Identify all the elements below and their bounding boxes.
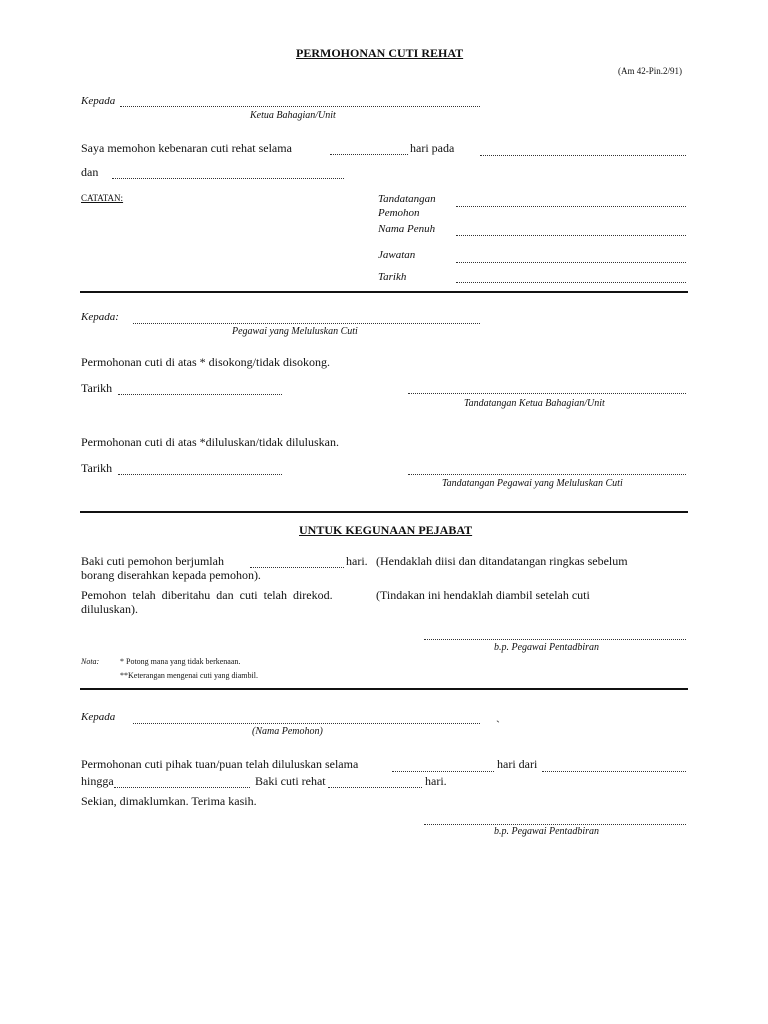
nota-item-1: * Potong mana yang tidak berkenaan. bbox=[120, 657, 241, 666]
section-divider-1 bbox=[80, 291, 688, 293]
baki-hari-label: hari. bbox=[346, 554, 368, 568]
start-date-field[interactable] bbox=[480, 155, 686, 156]
pemohon-label: Pemohon bbox=[378, 207, 420, 219]
admin-signature-caption-2: b.p. Pegawai Pentadbiran bbox=[494, 826, 599, 837]
applicant-name-caption: (Nama Pemohon) bbox=[252, 726, 323, 737]
admin-signature-field[interactable] bbox=[424, 639, 686, 640]
kepada-label: Kepada bbox=[81, 95, 116, 107]
hari-pada-label: hari pada bbox=[410, 141, 455, 155]
head-signature-caption: Tandatangan Ketua Bahagian/Unit bbox=[464, 398, 605, 409]
days-field[interactable] bbox=[330, 154, 408, 155]
from-date-field[interactable] bbox=[542, 771, 686, 772]
remaining-leave-field[interactable] bbox=[328, 787, 422, 788]
signature-field[interactable] bbox=[456, 206, 686, 207]
hingga-label: hingga bbox=[81, 774, 114, 788]
informed-note-2: diluluskan). bbox=[81, 602, 138, 616]
request-text: Saya memohon kebenaran cuti rehat selama bbox=[81, 141, 292, 155]
tarikh-label: Tarikh bbox=[378, 271, 407, 283]
nota-item-2: **Keterangan mengenai cuti yang diambil. bbox=[120, 671, 258, 680]
approval-text: Permohonan cuti di atas *diluluskan/tidak diluluskan. bbox=[81, 435, 339, 449]
kepada-label-4: Kepada bbox=[81, 711, 116, 723]
baki-text: Baki cuti pemohon berjumlah bbox=[81, 554, 224, 568]
dan-label: dan bbox=[81, 165, 99, 179]
nama-penuh-label: Nama Penuh bbox=[378, 223, 436, 235]
baki-cuti-rehat-label: Baki cuti rehat bbox=[255, 774, 326, 788]
head-signature-field[interactable] bbox=[408, 393, 686, 394]
approved-text: Permohonan cuti pihak tuan/puan telah diluluskan selama bbox=[81, 757, 359, 771]
admin-signature-caption: b.p. Pegawai Pentadbiran bbox=[494, 642, 599, 653]
tick-mark: ` bbox=[496, 718, 500, 732]
tandatangan-label: Tandatangan bbox=[378, 193, 436, 205]
ketua-bahagian-caption: Ketua Bahagian/Unit bbox=[250, 110, 336, 121]
support-text: Permohonan cuti di atas * disokong/tidak disokong. bbox=[81, 355, 330, 369]
kepada-field[interactable] bbox=[120, 106, 480, 107]
jawatan-label: Jawatan bbox=[378, 249, 416, 261]
closing-text: Sekian, dimaklumkan. Terima kasih. bbox=[81, 794, 257, 808]
approval-date-field[interactable] bbox=[118, 474, 282, 475]
support-date-field[interactable] bbox=[118, 394, 282, 395]
balance-field[interactable] bbox=[250, 567, 344, 568]
approved-days-field[interactable] bbox=[392, 771, 494, 772]
approver-field[interactable] bbox=[133, 323, 480, 324]
baki-note-1: (Hendaklah diisi dan ditandatangan ringkas sebelum bbox=[376, 554, 628, 568]
office-use-heading: UNTUK KEGUNAAN PEJABAT bbox=[299, 523, 473, 537]
tarikh-label-2: Tarikh bbox=[81, 381, 113, 395]
informed-text: Pemohon telah diberitahu dan cuti telah direkod. bbox=[81, 588, 333, 602]
end-date-field[interactable] bbox=[112, 178, 344, 179]
kepada-label-2: Kepada: bbox=[81, 311, 119, 323]
section-divider-3 bbox=[80, 688, 688, 690]
nota-label: Nota: bbox=[81, 657, 100, 666]
form-title: PERMOHONAN CUTI REHAT bbox=[296, 46, 464, 60]
hari-label-4: hari. bbox=[425, 774, 447, 788]
position-field[interactable] bbox=[456, 262, 686, 263]
full-name-field[interactable] bbox=[456, 235, 686, 236]
to-date-field[interactable] bbox=[114, 787, 250, 788]
date-field[interactable] bbox=[456, 282, 686, 283]
approver-caption: Pegawai yang Meluluskan Cuti bbox=[232, 326, 358, 337]
admin-signature-field-2[interactable] bbox=[424, 824, 686, 825]
form-reference: (Am 42-Pin.2/91) bbox=[618, 66, 682, 76]
tarikh-label-3: Tarikh bbox=[81, 461, 113, 475]
approver-signature-caption: Tandatangan Pegawai yang Meluluskan Cuti bbox=[442, 478, 623, 489]
section-divider-2 bbox=[80, 511, 688, 513]
catatan-label: CATATAN: bbox=[81, 193, 124, 203]
approver-signature-field[interactable] bbox=[408, 474, 686, 475]
informed-note-1: (Tindakan ini hendaklah diambil setelah cuti bbox=[376, 588, 590, 602]
hari-dari-label: hari dari bbox=[497, 757, 538, 771]
applicant-name-field[interactable] bbox=[133, 723, 480, 724]
baki-note-2: borang diserahkan kepada pemohon). bbox=[81, 568, 261, 582]
